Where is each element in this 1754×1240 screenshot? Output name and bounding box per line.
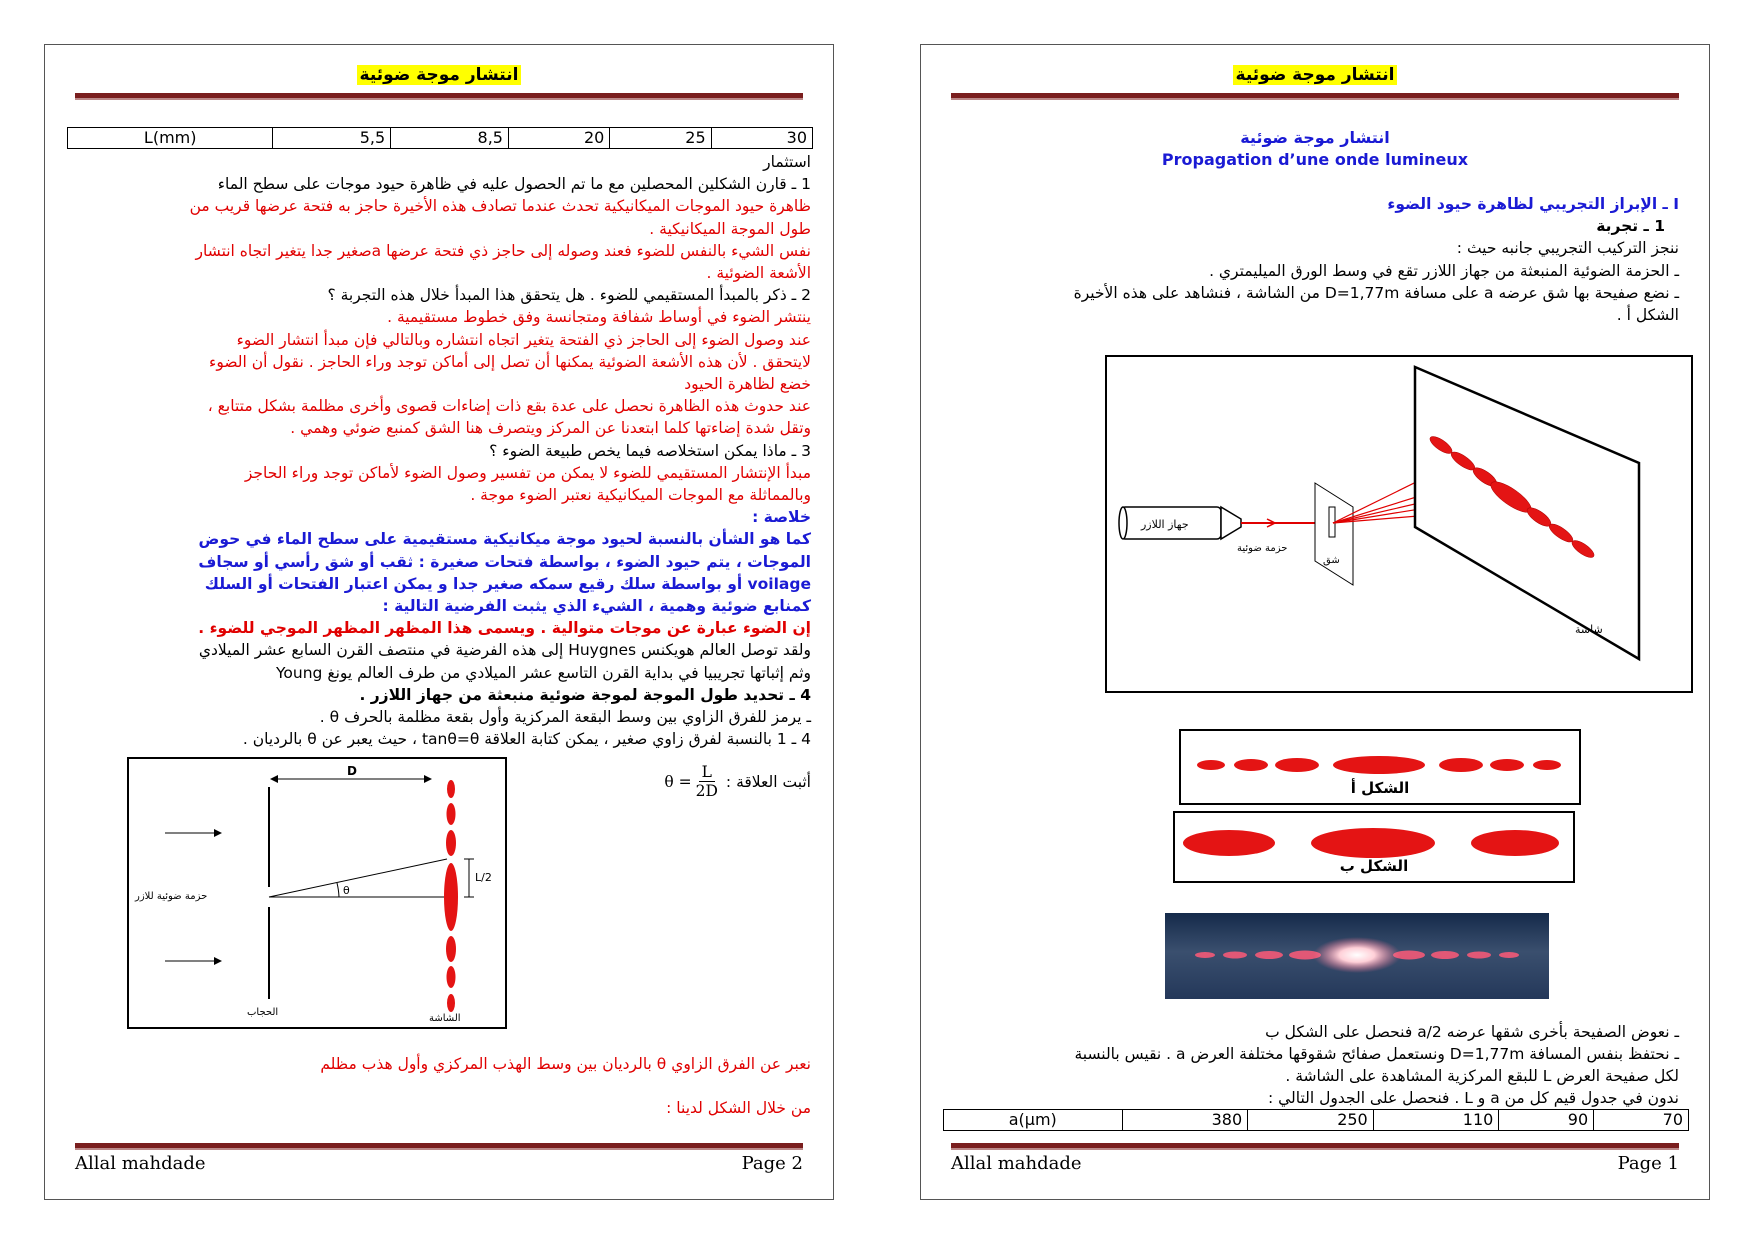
conclusion-line: voilage أو بواسطة سلك رقيع سمكه صغير جدا و يمكن اعتبار الفتحات أو السلك [204, 574, 811, 593]
diffraction-geometry-figure [127, 757, 507, 1029]
laser-label: جهاز اللازر [1141, 518, 1189, 531]
answer-line: ظاهرة حيود الموجات الميكانيكية تحدث عندما تصادف هذه الأخيرة حاجز به فتحة عرضها قريب من [189, 197, 811, 216]
spot [447, 994, 455, 1012]
table-cell: 90 [1499, 1110, 1594, 1131]
table-cell: 25 [610, 128, 711, 149]
page-1-title [921, 127, 1709, 171]
answer-line: عند حدوث هذه الظاهرة نحصل على عدة بقع ذات إضاءات قصوى وأخرى مظلمة بشكل متتابع ، [207, 397, 811, 416]
setup-svg [1107, 357, 1691, 691]
fringe [1471, 830, 1559, 856]
answer-line: الأشعة الضوئية . [706, 264, 811, 283]
page-1-intro [949, 193, 1679, 326]
question-1: 1 ـ قارن الشكلين المحصلين مع ما تم الحصول عليه في ظاهرة حيود موجات على سطح الماء [217, 175, 811, 194]
answer-line: وتقل شدة إضاءتها كلما ابتعدنا عن المركز ويتصرف هنا الشق كمنبع ضوئي وهمي . [290, 419, 811, 438]
beam-label: حزمة ضوئية للازر [135, 891, 208, 902]
footer-page-number: Page 1 [1617, 1153, 1679, 1174]
fringe [1490, 759, 1524, 771]
L-table [67, 127, 813, 149]
slit-label: شق [1323, 555, 1340, 566]
spot [447, 780, 455, 798]
answer-line: ينتشر الضوء في أوساط شفافة ومتجانسة وفق خطوط مستقيمية . [387, 308, 811, 327]
conclusion-line: الموجات ، يتم حيود الضوء ، بواسطة فتحات صغيرة : ثقب أو شق رأسي أو سجاف [198, 552, 811, 571]
title-arabic: انتشار موجة ضوئية [1240, 128, 1390, 147]
footer-rule [951, 1143, 1679, 1150]
formula [664, 763, 718, 800]
formula-fraction [696, 763, 718, 800]
table-cell: 30 [711, 128, 812, 149]
intro-line: الشكل أ . [1616, 306, 1679, 325]
table-cell: 20 [508, 128, 609, 149]
history-line: وثم إثباتها تجريبيا في بداية القرن التاسع عشر الميلادي من طرف العالم يونغ Young [276, 663, 811, 682]
formula-denominator: 2D [695, 782, 718, 800]
central-glow [1313, 937, 1401, 973]
answer-line: مبدأ الإنتشار المستقيمي للضوء لا يمكن من تفسير وصول الضوء لأماكن توجد وراء الحاجز [244, 463, 811, 482]
page-2-closing [65, 1053, 811, 1119]
spot [446, 936, 456, 962]
table-cell: 70 [1594, 1110, 1689, 1131]
fringe [1183, 830, 1275, 856]
footer-author: Allal mahdade [75, 1153, 206, 1174]
section-4-title: 4 ـ تحديد طول الموجة لموجة ضوئية منبعثة من جهاز اللازر . [359, 685, 811, 704]
intro-line: ـ الحزمة الضوئية المنبعثة من جهاز اللازر تقع في وسط الورق الميليمتري . [1209, 261, 1679, 280]
question-3: 3 ـ ماذا يمكن استخلاصه فيما يخص طبيعة الضوء ؟ [489, 441, 811, 460]
geometry-svg [129, 759, 505, 1027]
subsection-title: 1 ـ تجربة [1596, 217, 1665, 236]
figure-b [1173, 811, 1575, 883]
header-rule [951, 93, 1679, 100]
closing-line: نعبر عن الفرق الزاوي θ بالرديان بين وسط الهذب المركزي وأول هذب مظلم [320, 1055, 811, 1073]
header-rule [75, 93, 803, 100]
question-2: 2 ـ ذكر بالمبدأ المستقيمي للضوء . هل يتحقق هذا المبدأ خلال هذه التجربة ؟ [327, 286, 811, 305]
table-cell: 250 [1248, 1110, 1374, 1131]
screen [1415, 367, 1639, 659]
table-cell: 380 [1122, 1110, 1248, 1131]
footer-author: Allal mahdade [951, 1153, 1082, 1174]
history-line: ولقد توصل العالم هويكنس Huygnes إلى هذه الفرضية في منتصف القرن السابع عشر الميلادي [198, 641, 811, 660]
page-2-header: انتشار موجة ضوئية [45, 65, 833, 85]
spot [447, 803, 456, 825]
fringe [1275, 758, 1319, 772]
experiment-setup-figure [1105, 355, 1693, 693]
intro-line: ننجز التركيب التجريبي جانبه حيث : [1456, 239, 1679, 258]
procedure-line: لكل صفيحة العرض L للبقع المركزية المشاهدة على الشاشة . [1285, 1067, 1679, 1086]
figure-b-label: الشكل ب [1339, 857, 1409, 875]
closing-line: من خلال الشكل لدينا : [666, 1099, 811, 1118]
table-cell: 8,5 [391, 128, 509, 149]
fringe [1439, 758, 1483, 772]
formula-lhs: θ = [664, 772, 692, 791]
spot [447, 966, 456, 988]
a-table [943, 1109, 1689, 1131]
figure-b-pattern [1175, 813, 1573, 861]
theta-label: θ [343, 884, 350, 897]
section-1-title: I ـ الإبراز التجريبي لظاهرة حيود الضوء [1387, 195, 1679, 213]
answer-line: لايتحقق . لأن هذه الأشعة الضوئية يمكنها أن تصل إلى أماكن توجد وراء الحاجز . نقول أن الضوء [209, 352, 811, 371]
answer-line: عند وصول الضوء إلى الحاجز ذي الفتحة يتغير اتجاه انتشاره وبالتالي فإن مبدأ انتشار الضوء [236, 330, 811, 349]
screen-label: شاشة [1575, 623, 1603, 636]
central-spot [444, 863, 458, 931]
prove-label: أثبت العلاقة : [725, 772, 811, 791]
fringe [1533, 760, 1561, 770]
theta-arc [337, 883, 339, 897]
page-1-procedure [949, 1021, 1679, 1108]
conclusion-statement: إن الضوء عبارة عن موجات متوالية . ويسمى هذا المظهر المظهر الموجي للضوء . [198, 619, 811, 638]
answer-line: خضع لظاهرة الحيود [684, 375, 811, 394]
conclusion-line: كما هو الشأن بالنسبة لحيود موجة ميكانيكية مستقيمية على سطح الماء في حوض [198, 530, 811, 549]
fringe [1234, 759, 1268, 771]
central-fringe [1333, 756, 1425, 774]
figure-a-label: الشكل أ [1350, 779, 1410, 797]
prove-formula [664, 763, 811, 800]
footer-page-number: Page 2 [741, 1153, 803, 1174]
screen-spots [444, 780, 458, 1012]
figure-a [1179, 729, 1581, 805]
page-2 [44, 44, 834, 1200]
D-label: D [347, 764, 357, 778]
section-4-line: ـ يرمز للفرق الزاوي بين وسط البقعة المركزية وأول بقعة مظلمة بالحرف θ . [319, 708, 811, 727]
table-cell: a(μm) [944, 1110, 1123, 1131]
table-cell: 5,5 [273, 128, 391, 149]
barrier-label: الحجاب [247, 1007, 279, 1018]
spot [446, 830, 456, 856]
beam-label: حزمة ضوئية [1237, 543, 1288, 554]
procedure-line: ـ نحتفظ بنفس المسافة D=1,77m ونستعمل صفائح شقوقها مختلفة العرض a . نقيس بالنسبة [1074, 1045, 1679, 1064]
answer-line: طول الموجة الميكانيكية . [649, 219, 811, 238]
procedure-line: ـ نعوض الصفيحة بأخرى شقها عرضه a/2 فنحصل على الشكل ب [1265, 1023, 1679, 1041]
conclusion-title: خلاصة : [752, 508, 811, 527]
page-1-header: انتشار موجة ضوئية [921, 65, 1709, 85]
section-4-line: 4 ـ 1 بالنسبة لفرق زاوي صغير ، يمكن كتابة العلاقة tanθ=θ ، حيث يعبر عن θ بالرديان . [242, 730, 811, 749]
answer-line: وبالمماثلة مع الموجات الميكانيكية نعتبر الضوء موجة . [470, 486, 811, 505]
screen-label: الشاشة [429, 1013, 461, 1024]
intro-line: ـ نضع صفيحة بها شق عرضه a على مسافة D=1,77m من الشاشة ، فنشاهد على هذه الأخيرة [1073, 283, 1679, 302]
page-2-body [65, 151, 811, 750]
title-french: Propagation d’une onde lumineux [1161, 150, 1469, 169]
diffraction-photo [1165, 913, 1549, 999]
central-fringe [1311, 828, 1435, 858]
figure-a-pattern [1181, 731, 1579, 781]
half-L-label: L/2 [475, 871, 492, 884]
table-cell: 110 [1373, 1110, 1499, 1131]
page-1 [920, 44, 1710, 1200]
answer-line: نفس الشيء بالنفس للضوء فعند وصوله إلى حاجز ذي فتحة عرضها aصغير جدا يتغير اتجاه انتشار [195, 241, 811, 260]
section-title: استثمار [763, 153, 811, 171]
formula-numerator: L [699, 763, 715, 782]
fringe [1197, 760, 1225, 770]
footer-rule [75, 1143, 803, 1150]
angled-ray [269, 859, 447, 897]
table-cell: L(mm) [68, 128, 273, 149]
procedure-line: ندون في جدول قيم كل من a و L . فنحصل على الجدول التالي : [1267, 1088, 1679, 1107]
conclusion-line: كمنابع ضوئية وهمية ، الشيء الذي يثبت الفرضية التالية : [382, 597, 811, 616]
